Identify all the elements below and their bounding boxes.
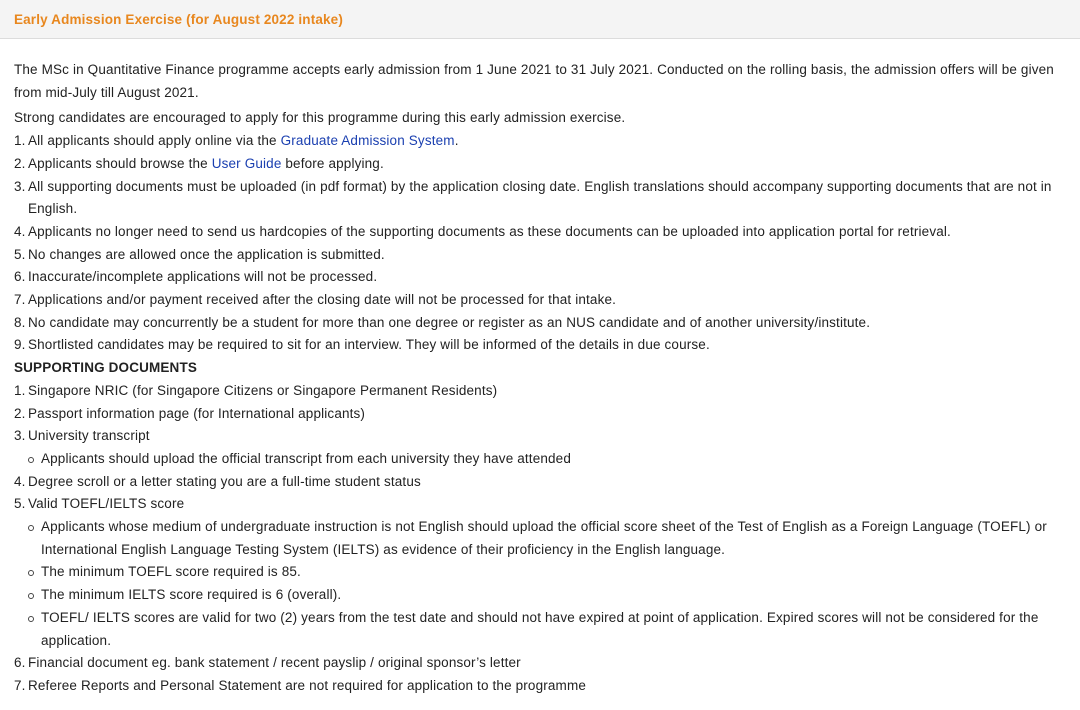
list-item: 5. No changes are allowed once the application is submitted. — [14, 246, 385, 262]
list-item: 7. Applications and/or payment received after the closing date will not be processed for that intake. — [14, 292, 617, 308]
section-title: Early Admission Exercise (for August 2022 intake) — [14, 11, 343, 27]
list-item: 8. No candidate may concurrently be a student for more than one degree or register as an NUS candidate and of another university/institute. — [14, 314, 871, 330]
list-item: 3. University transcript Applicants should upload the official transcript from each university they have attended — [14, 425, 1066, 470]
list-item: 5. Valid TOEFL/IELTS score Applicants whose medium of undergraduate instruction is not English should upload the official score sheet of the Test of English as a Foreign Language (TOEFL) or International English Language Testing System (IELTS) as evidence of their proficiency in the English language. The minimum TOEFL score required is 85. The minimum IELTS score required is 6 (overall). TOEFL/ IELTS scores are valid for two (2) years from the test date and should not have expired at point of application. Expired scores will not be considered for the application. — [14, 493, 1066, 652]
sub-list-item: TOEFL/ IELTS scores are valid for two (2) years from the test date and should not have expired at point of application. Expired scores will not be considered for the application. — [14, 607, 1066, 652]
main-content — [0, 39, 1080, 698]
user-guide-link[interactable]: User Guide — [211, 155, 282, 171]
intro-encouragement: Strong candidates are encouraged to apply for this programme during this early admission exercise. — [14, 110, 626, 126]
list-item: 7. Referee Reports and Personal Statement are not required for application to the programme — [14, 677, 587, 693]
sub-list-item: The minimum TOEFL score required is 85. — [14, 561, 1066, 584]
circle-bullet-icon — [14, 516, 41, 561]
application-rules-list — [14, 130, 1066, 357]
circle-bullet-icon — [14, 448, 41, 471]
sub-list-item: The minimum IELTS score required is 6 (overall). — [14, 584, 1066, 607]
list-item: 1. All applicants should apply online via the Graduate Admission System. — [14, 133, 459, 149]
list-item: 3. All supporting documents must be uploaded (in pdf format) by the application closing date. English translations should accompany supporting documents that are not in English. — [14, 178, 1052, 217]
list-item: 2. Applicants should browse the User Guide before applying. — [14, 155, 384, 171]
section-header — [0, 0, 1080, 39]
circle-bullet-icon — [14, 561, 41, 584]
list-item: 6. Financial document eg. bank statement / recent payslip / original sponsor’s letter — [14, 655, 521, 671]
list-item: 6. Inaccurate/incomplete applications will not be processed. — [14, 269, 378, 285]
list-item: 2. Passport information page (for International applicants) — [14, 405, 366, 421]
list-item: 9. Shortlisted candidates may be required to sit for an interview. They will be informed of the details in due course. — [14, 337, 710, 353]
sub-list-item: Applicants whose medium of undergraduate instruction is not English should upload the official score sheet of the Test of English as a Foreign Language (TOEFL) or International English Language Testing System (IELTS) as evidence of their proficiency in the English language. — [14, 516, 1066, 561]
supporting-documents-heading: SUPPORTING DOCUMENTS — [14, 360, 198, 376]
graduate-admission-system-link[interactable]: Graduate Admission System — [280, 133, 455, 149]
circle-bullet-icon — [14, 584, 41, 607]
sub-list-item: Applicants should upload the official transcript from each university they have attended — [14, 448, 1066, 471]
intro-paragraph: The MSc in Quantitative Finance programme accepts early admission from 1 June 2021 to 31 July 2021. Conducted on the rolling basis, the admission offers will be given from mid-July till August 2021. — [14, 62, 1054, 100]
supporting-documents-list — [14, 380, 1066, 698]
circle-bullet-icon — [14, 607, 41, 652]
list-item: 4. Applicants no longer need to send us hardcopies of the supporting documents as these documents can be uploaded into application portal for retrieval. — [14, 223, 951, 239]
list-item: 4. Degree scroll or a letter stating you are a full-time student status — [14, 473, 421, 489]
sub-list — [14, 516, 1066, 652]
sub-list — [14, 448, 1066, 471]
list-item: 1. Singapore NRIC (for Singapore Citizens or Singapore Permanent Residents) — [14, 382, 498, 398]
